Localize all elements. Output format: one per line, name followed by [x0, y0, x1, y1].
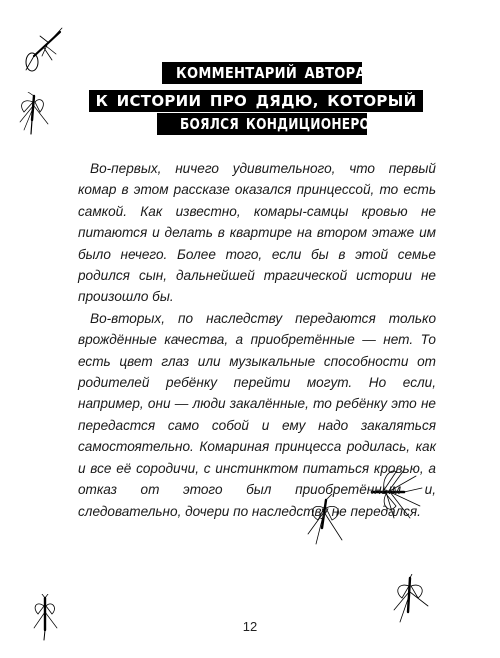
paragraph-1: Во-первых, ничего удивительного, что первый комар в этом рассказе оказался принцессой, то есть самкой. Как известно, комары-самцы кровью не питаются и делать в квартире на втором этаже им было нечего. Более того, если бы в этой семье родился сын, дальнейшей трагической истории не произошло бы. — [78, 161, 436, 305]
page-number: 12 — [242, 619, 258, 634]
mosquito-icon — [388, 574, 432, 624]
mosquito-icon — [22, 26, 66, 72]
heading-line-1: КОММЕНТАРИЙ АВТОРА — [162, 62, 362, 84]
mosquito-icon — [30, 594, 60, 642]
body-text — [78, 158, 436, 522]
heading-line-2: К ИСТОРИИ ПРО ДЯДЮ, КОТОРЫЙ — [89, 90, 423, 112]
mosquito-icon — [14, 92, 52, 136]
heading-line-3: БОЯЛСЯ КОНДИЦИОНЕРОВ — [157, 113, 367, 135]
paragraph-2: Во-вторых, по наследству передаются только врождённые качества, а приобретённые — нет. То есть цвет глаз или музыкальные способности от родителей ребёнку перейти могут. Но если, например, они — люди закалённые, то ребёнку это не передастся само собой и ему надо закаляться самостоятельно. Комариная принцесса родилась, как и все её сородичи, с инстинктом питаться кровью, а отказ от этого был приобретённым и, следовательно, дочери по наследству не передался. — [78, 310, 436, 519]
